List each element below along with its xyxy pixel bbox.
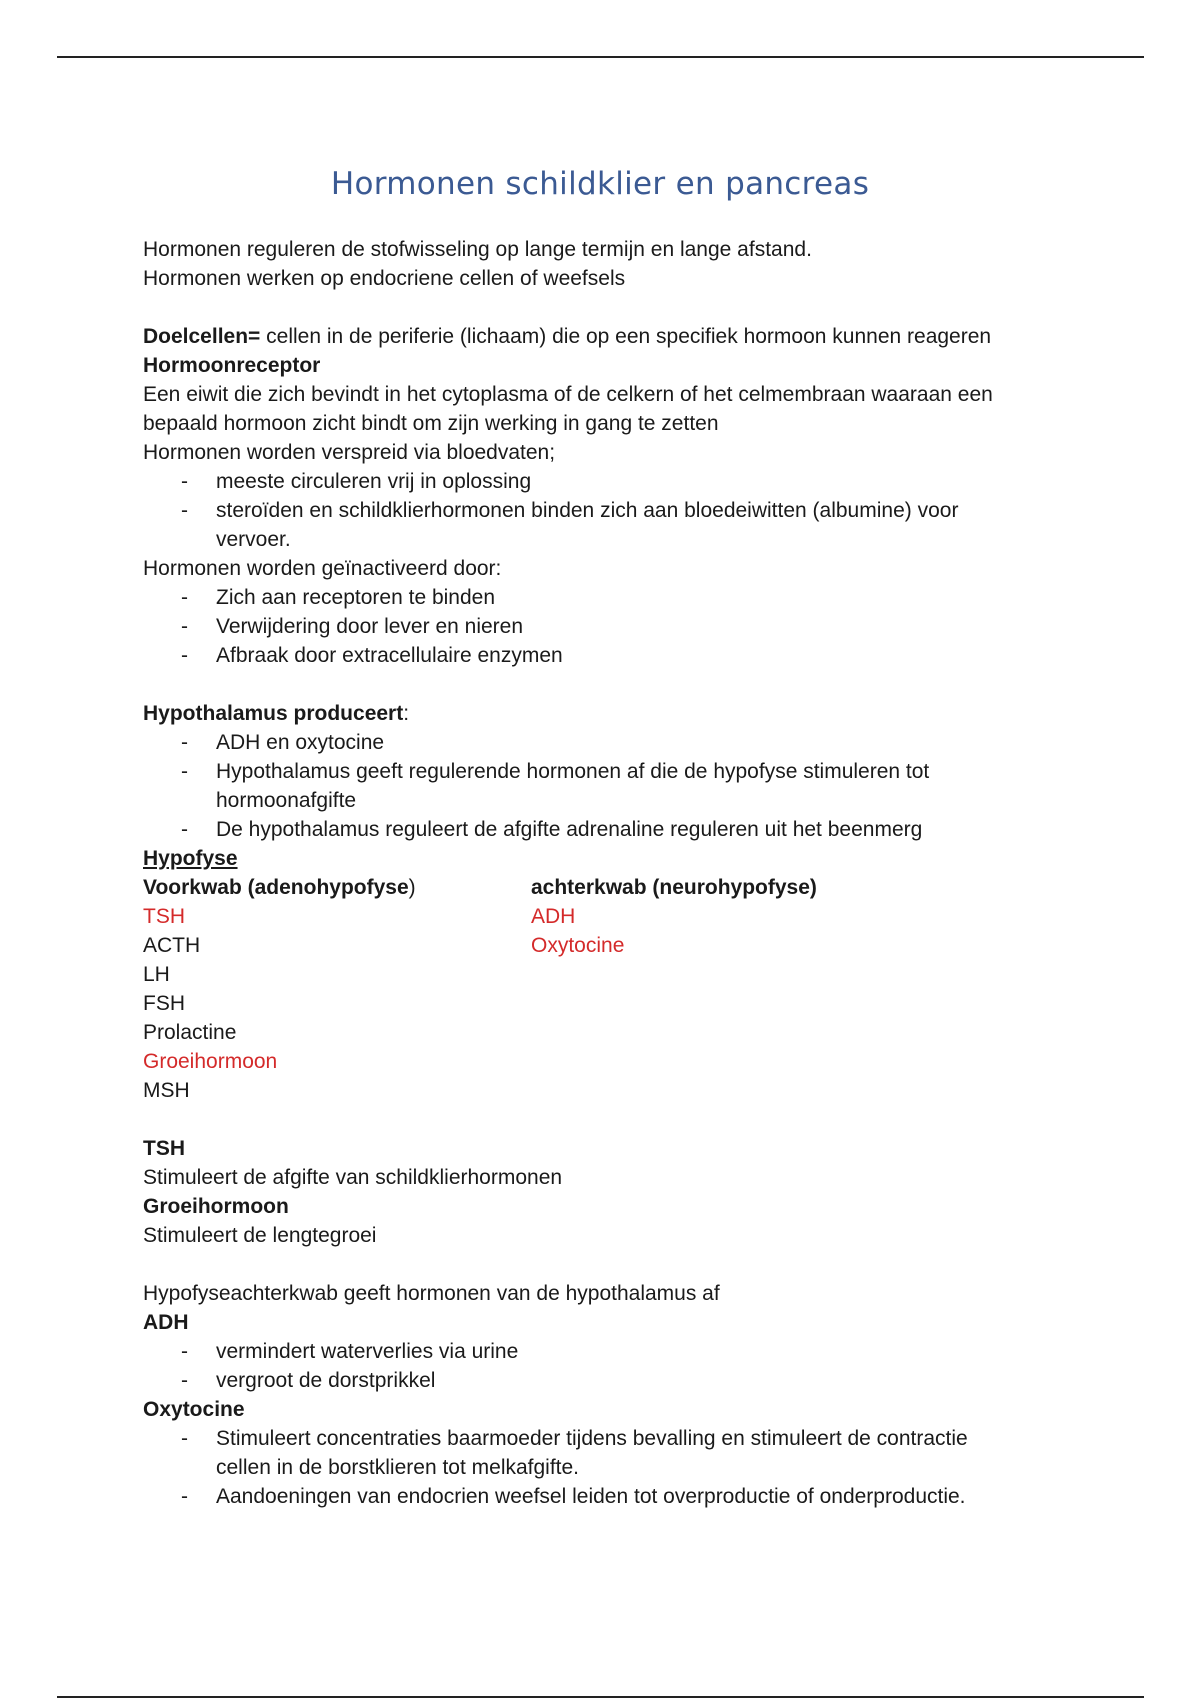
bullet-dash: - [181,1485,188,1508]
bullet-dash: - [181,1369,188,1392]
voorkwab-heading-paren: ) [408,876,416,899]
achterkwab-column [531,873,1031,1105]
bullet-dash: - [181,644,188,667]
list-item-text: Aandoeningen van endocrien weefsel leiden tot overproductie of onderproductie. [216,1485,966,1508]
hypothalamus-heading-text: Hypothalamus produceert [143,702,404,725]
hormone-item: Oxytocine [531,934,625,957]
hypothalamus-colon: : [403,702,410,725]
list-item-text: Hypothalamus geeft regulerende hormonen af die de hypofyse stimuleren tot [216,760,930,783]
list-item-continuation: cellen in de borstklieren tot melkafgifte. [216,1456,580,1479]
list-item-text: De hypothalamus reguleert de afgifte adrenaline reguleren uit het beenmerg [216,818,923,841]
doelcellen-term: Doelcellen= [143,325,261,348]
document-title: Hormonen schildklier en pancreas [330,166,870,202]
doelcellen-text: cellen in de periferie (lichaam) die op een specifiek hormoon kunnen reageren [260,325,992,348]
hormone-item: LH [143,963,170,986]
list-item-text: Stimuleert concentraties baarmoeder tijdens bevalling en stimuleert de contractie [216,1427,968,1450]
list-item-text: Verwijdering door lever en nieren [216,615,524,638]
bullet-dash: - [181,1340,188,1363]
spacer [143,1250,1063,1279]
spacer [143,293,1063,322]
hormone-item: Prolactine [143,1021,237,1044]
hormone-item: ACTH [143,934,201,957]
list-item-continuation: hormoonafgifte [216,789,357,812]
intro-line: Hormonen werken op endocriene cellen of weefsels [143,267,626,290]
hypofyse-heading: Hypofyse [143,847,238,870]
achterkwab-heading: achterkwab (neurohypofyse) [531,876,817,899]
bullet-dash: - [181,586,188,609]
voorkwab-column [143,873,531,1105]
spacer [143,670,1063,699]
doelcellen-definition [143,322,1063,351]
geinactiveerd-intro: Hormonen worden geïnactiveerd door: [143,557,502,580]
voorkwab-heading [143,873,531,902]
groeihormoon-text: Stimuleert de lengtegroei [143,1224,377,1247]
footer-rule [57,1696,1144,1698]
tsh-text: Stimuleert de afgifte van schildklierhormonen [143,1166,563,1189]
bullet-dash: - [181,731,188,754]
list-item [143,1424,1063,1453]
list-item-text: steroïden en schildklierhormonen binden zich aan bloedeiwitten (albumine) voor [216,499,959,522]
list-item-text: vergroot de dorstprikkel [216,1369,436,1392]
list-item-text: vermindert waterverlies via urine [216,1340,519,1363]
hypothalamus-heading [143,699,1063,728]
groeihormoon-heading: Groeihormoon [143,1195,289,1218]
hormone-item: Groeihormoon [143,1050,278,1073]
hormone-item: FSH [143,992,185,1015]
voorkwab-heading-text: Voorkwab (adenohypofyse [143,876,409,899]
list-item [143,1366,1063,1395]
hormone-item: TSH [143,905,185,928]
bullet-dash: - [181,760,188,783]
hypofyse-columns [143,873,1063,1105]
list-item [143,467,1063,496]
list-item [143,583,1063,612]
hormone-item: MSH [143,1079,190,1102]
bullet-dash: - [181,818,188,841]
list-item [143,496,1063,525]
list-item-text: ADH en oxytocine [216,731,385,754]
bullet-dash: - [181,615,188,638]
list-item-text: Afbraak door extracellulaire enzymen [216,644,563,667]
document-body [143,235,1063,1511]
list-item-text: meeste circuleren vrij in oplossing [216,470,532,493]
list-item [143,641,1063,670]
bullet-dash: - [181,470,188,493]
list-item [143,728,1063,757]
list-item [143,1337,1063,1366]
hormoonreceptor-text: bepaald hormoon zicht bindt om zijn werking in gang te zetten [143,412,719,435]
spacer [143,1105,1063,1134]
bullet-dash: - [181,499,188,522]
achterkwab-text: Hypofyseachterkwab geeft hormonen van de hypothalamus af [143,1282,720,1305]
header-rule [57,56,1144,58]
hormone-item: ADH [531,905,576,928]
list-item [143,757,1063,786]
hormoonreceptor-text: Een eiwit die zich bevindt in het cytoplasma of de celkern of het celmembraan waaraan een [143,383,993,406]
list-item-text: Zich aan receptoren te binden [216,586,496,609]
verspreid-intro: Hormonen worden verspreid via bloedvaten; [143,441,556,464]
hormoonreceptor-heading: Hormoonreceptor [143,354,321,377]
oxytocine-heading: Oxytocine [143,1398,245,1421]
list-item [143,1482,1063,1511]
tsh-heading: TSH [143,1137,185,1160]
bullet-dash: - [181,1427,188,1450]
intro-line: Hormonen reguleren de stofwisseling op lange termijn en lange afstand. [143,238,812,261]
list-item [143,612,1063,641]
adh-heading: ADH [143,1311,189,1334]
list-item [143,815,1063,844]
list-item-continuation: vervoer. [216,528,291,551]
